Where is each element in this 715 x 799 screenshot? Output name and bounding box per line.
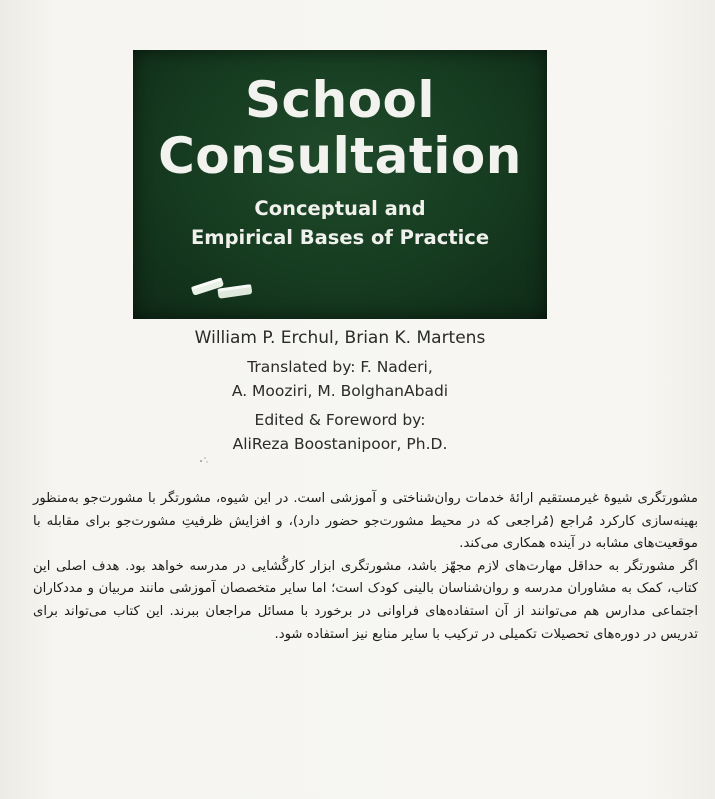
description-paragraph-1: مشورتگری شیوۀ غیرمستقیم ارائۀ خدمات روان‌شناختی و آموزشی است. در این شیوه، مشورتگر با مشورت‌جو به‌منظور بهینه‌سازی کارکرد مُراجع (مُراجعی که در محیط مشورت‌جو حضور دارد)، و افزایش ظرفیتِ مشورت‌جو برای مقابله با موقعیت‌های مشابه در آینده همکاری می‌کند. [33, 491, 698, 552]
subtitle-line-2: Empirical Bases of Practice [190, 226, 490, 249]
editor-line-1: Edited & Foreword by: [254, 411, 426, 429]
subtitle-line-1: Conceptual and [254, 197, 426, 220]
authors: William P. Erchul, Brian K. Martens [194, 328, 486, 348]
editor-line-2: AliReza Boostanipoor, Ph.D. [232, 435, 448, 453]
paper-speck-icon [198, 455, 210, 465]
chalk-pieces-icon [188, 272, 258, 304]
book-description [33, 488, 698, 646]
description-paragraph-2: اگر مشورتگر به حداقل مهارت‌های لازم مجهّز باشد، مشورتگری ابزار کارگُشایی در مدرسه خواهد بود. هدف اصلی این کتاب، کمک به مشاوران مدرسه و روان‌شناسان بالینی کودک است؛ اما سایر متخصصان آموزشی مانند مربیان و مددکاران اجتماعی مدارس هم می‌توانند از آن استفاده‌های فراوانی در برخورد با مسائل مراجعان ببرند. این کتاب می‌تواند برای تدریس در دوره‌های تحصیلات تکمیلی در ترکیب با سایر منابع نیز استفاده شود. [33, 558, 698, 642]
title-line-2: Consultation [158, 127, 522, 185]
title-line-1: School [244, 71, 436, 129]
chalkboard-cover [133, 50, 547, 319]
translators-line-2: A. Mooziri, M. BolghanAbadi [231, 382, 449, 400]
translators-line-1: Translated by: F. Naderi, [247, 358, 433, 376]
